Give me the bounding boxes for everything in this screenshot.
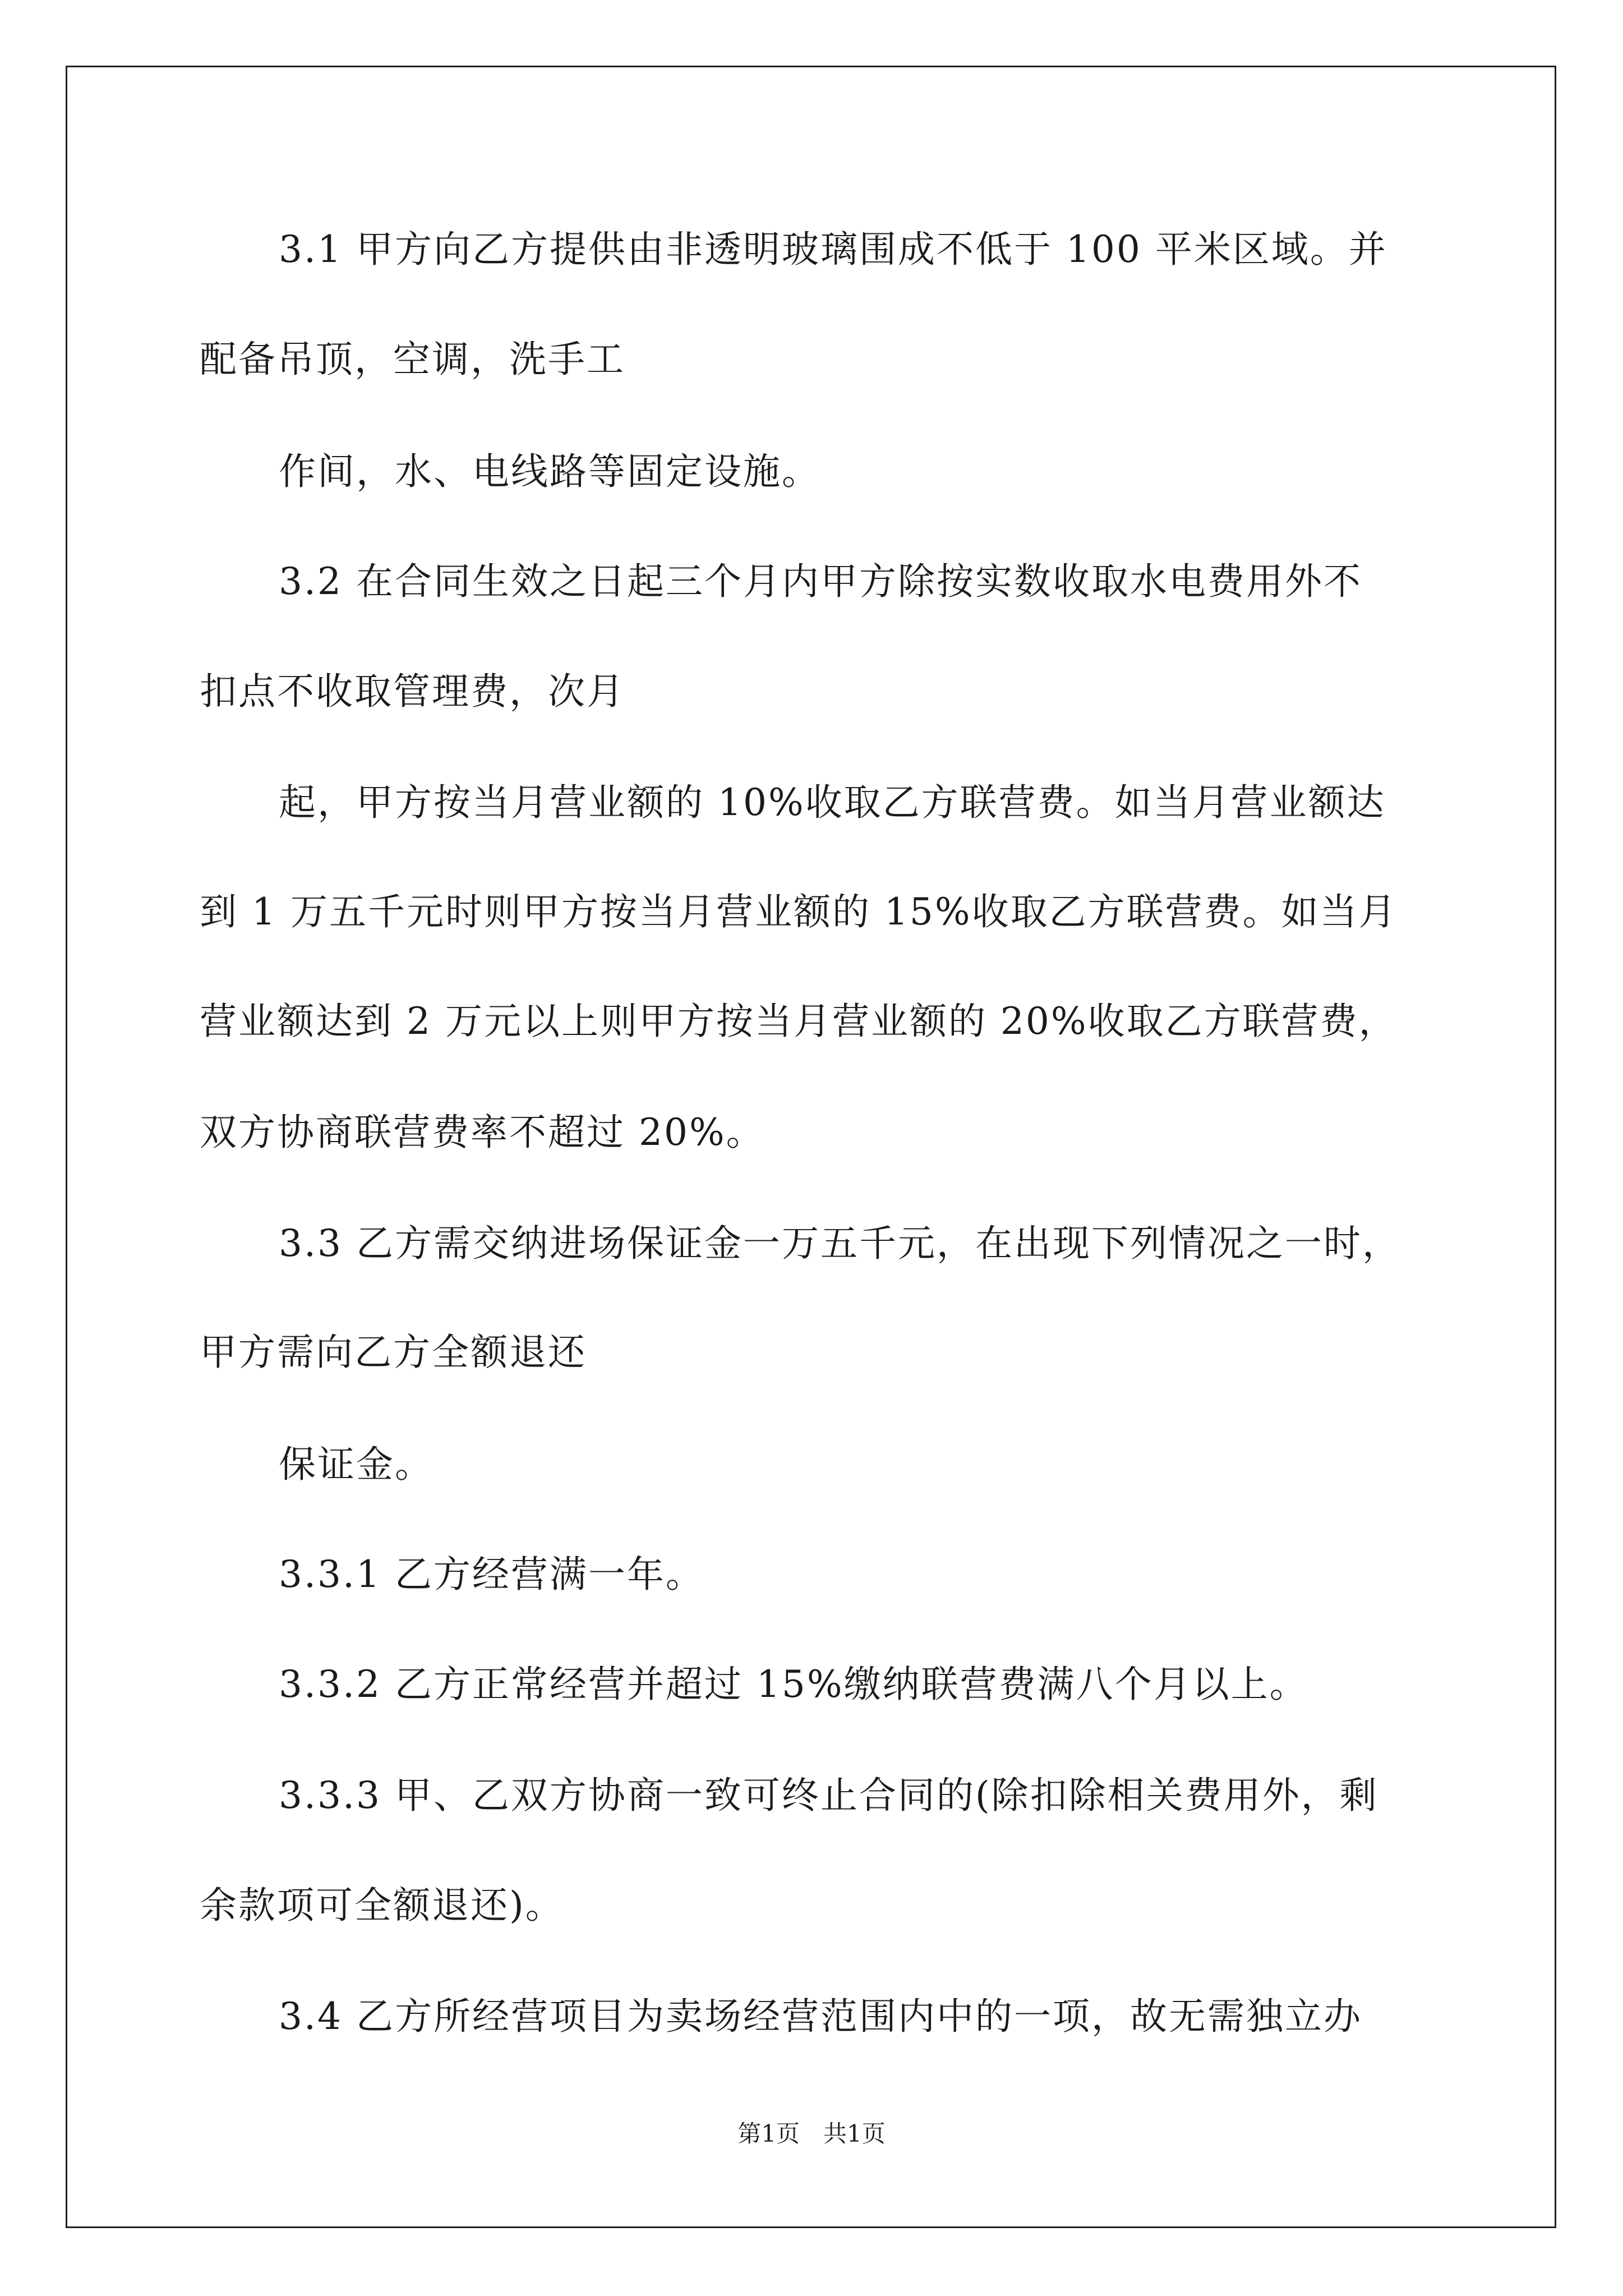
text-line: 3.1 甲方向乙方提供由非透明玻璃围成不低于 100 平米区域。并	[279, 228, 1387, 271]
text-line: 3.3.3 甲、乙双方协商一致可终止合同的(除扣除相关费用外，剩	[279, 1774, 1378, 1817]
text-line: 保证金。	[279, 1443, 434, 1486]
text-line: 到 1 万五千元时则甲方按当月营业额的 15%收取乙方联营费。如当月	[200, 890, 1398, 933]
text-line: 双方协商联营费率不超过 20%。	[200, 1111, 765, 1154]
text-line: 起，甲方按当月营业额的 10%收取乙方联营费。如当月营业额达	[279, 781, 1386, 824]
text-line: 配备吊顶，空调，洗手工	[200, 338, 625, 381]
page-number-footer: 第1页 共1页	[737, 2120, 886, 2147]
text-line: 3.3.2 乙方正常经营并超过 15%缴纳联营费满八个月以上。	[279, 1663, 1308, 1706]
text-line: 3.4 乙方所经营项目为卖场经营范围内中的一项，故无需独立办	[279, 1995, 1362, 2038]
text-line: 营业额达到 2 万元以上则甲方按当月营业额的 20%收取乙方联营费，	[200, 1000, 1398, 1043]
text-line: 余款项可全额退还)。	[200, 1884, 564, 1927]
text-line: 3.2 在合同生效之日起三个月内甲方除按实数收取水电费用外不	[279, 560, 1362, 603]
text-line: 3.3.1 乙方经营满一年。	[279, 1553, 704, 1596]
text-line: 3.3 乙方需交纳进场保证金一万五千元，在出现下列情况之一时，	[279, 1222, 1401, 1265]
text-line: 作间，水、电线路等固定设施。	[279, 450, 820, 493]
text-line: 甲方需向乙方全额退还	[200, 1331, 587, 1374]
text-line: 扣点不收取管理费，次月	[200, 670, 625, 713]
